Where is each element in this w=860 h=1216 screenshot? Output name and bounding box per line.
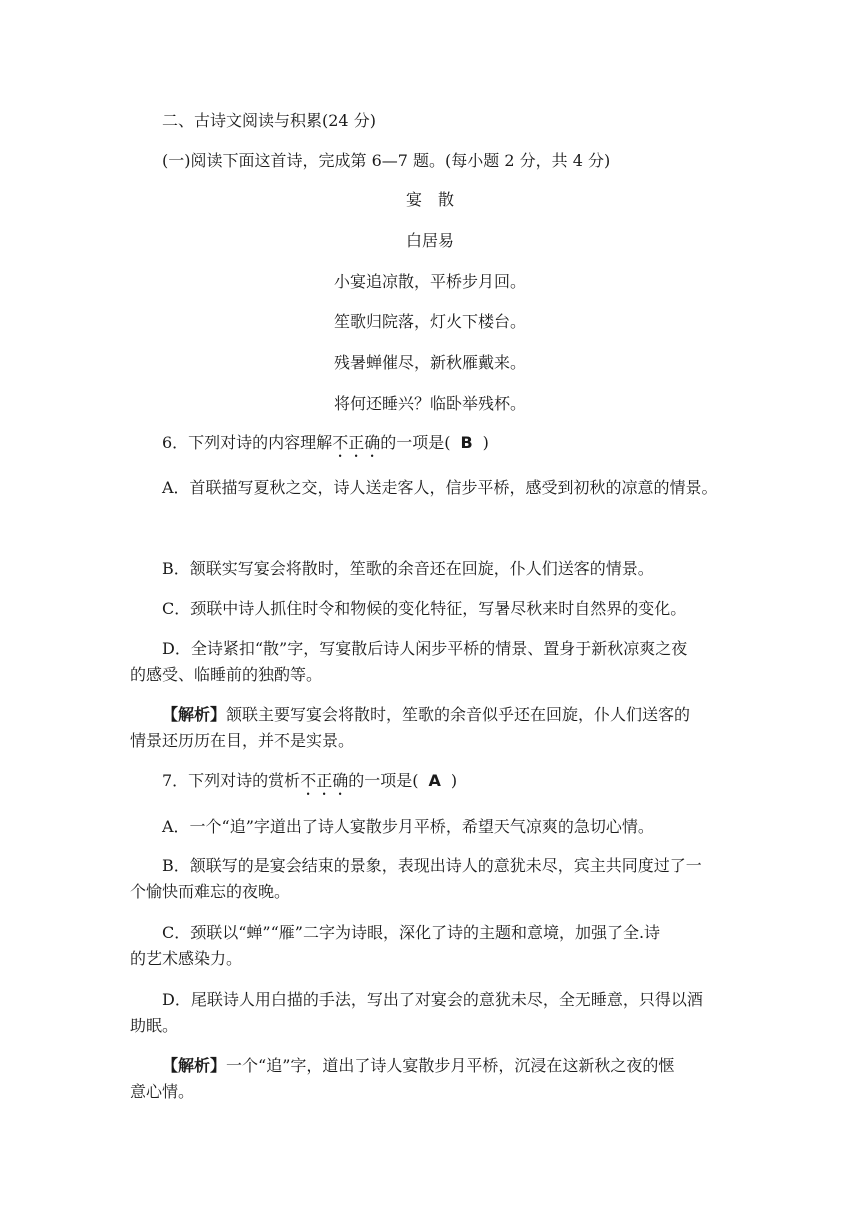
emphasis-not-correct: 不正确 xyxy=(300,771,349,790)
question-6-option-b: B．颔联实写宴会将散时，笙歌的余音还在回旋，仆人们送客的情景。 xyxy=(162,559,654,578)
question-7-analysis-cont: 意心情。 xyxy=(130,1082,195,1101)
part1-instruction: (一)阅读下面这首诗，完成第 6—7 题。(每小题 2 分，共 4 分) xyxy=(162,151,611,170)
question-7-option-b: B．颔联写的是宴会结束的景象，表现出诗人的意犹未尽，宾主共同度过了一 xyxy=(162,856,702,875)
analysis-label: 【解析】 xyxy=(162,705,227,724)
question-6-option-d: D．全诗紧扣“散”字，写宴散后诗人闲步平桥的情景、置身于新秋凉爽之夜 xyxy=(162,639,688,658)
emphasis-not-correct: 不正确 xyxy=(332,433,381,452)
section-title: 二、古诗文阅读与积累(24 分) xyxy=(162,111,376,130)
question-6-option-a: A．首联描写夏秋之交，诗人送走客人，信步平桥，感受到初秋的凉意的情景。 xyxy=(162,478,718,497)
question-7-option-c: C．颈联以“蝉”“雁”二字为诗眼，深化了诗的主题和意境，加强了全.诗 xyxy=(162,923,661,942)
answer-7: A xyxy=(428,771,441,790)
poem-line: 将何还睡兴？临卧举残杯。 xyxy=(333,394,526,413)
analysis-label: 【解析】 xyxy=(162,1056,227,1075)
question-6-option-d-cont: 的感受、临睡前的独酌等。 xyxy=(130,665,323,684)
question-7-option-a: A．一个“追”字道出了诗人宴散步月平桥，希望天气凉爽的急切心情。 xyxy=(162,817,654,836)
answer-6: B xyxy=(460,433,473,452)
poem-title: 宴 散 xyxy=(405,190,454,209)
poem-line: 残暑蝉催尽，新秋雁戴来。 xyxy=(333,353,526,372)
poem-line: 笙歌归院落，灯火下楼台。 xyxy=(333,312,526,331)
poem-line: 小宴追凉散，平桥步月回。 xyxy=(333,272,526,291)
question-6-analysis: 【解析】颔联主要写宴会将散时，笙歌的余音似乎还在回旋，仆人们送客的 xyxy=(162,705,691,724)
question-7-option-b-cont: 个愉快而难忘的夜晚。 xyxy=(130,882,291,901)
question-6-option-c: C．颈联中诗人抓住时令和物候的变化特征，写暑尽秋来时自然界的变化。 xyxy=(162,599,687,618)
question-7-option-c-cont: 的艺术感染力。 xyxy=(130,949,243,968)
question-6-analysis-cont: 情景还历历在目，并不是实景。 xyxy=(130,731,355,750)
question-7-option-d: D．尾联诗人用白描的手法，写出了对宴会的意犹未尽，全无睡意，只得以酒 xyxy=(162,990,703,1009)
question-7-stem: 7．下列对诗的赏析不正确的一项是( A ) xyxy=(162,771,458,790)
question-7-analysis: 【解析】一个“追”字，道出了诗人宴散步月平桥，沉浸在这新秋之夜的惬 xyxy=(162,1056,675,1075)
question-7-option-d-cont: 助眠。 xyxy=(130,1016,179,1035)
question-6-stem: 6．下列对诗的内容理解不正确的一项是( B ) xyxy=(162,433,489,452)
poem-author: 白居易 xyxy=(405,231,454,250)
